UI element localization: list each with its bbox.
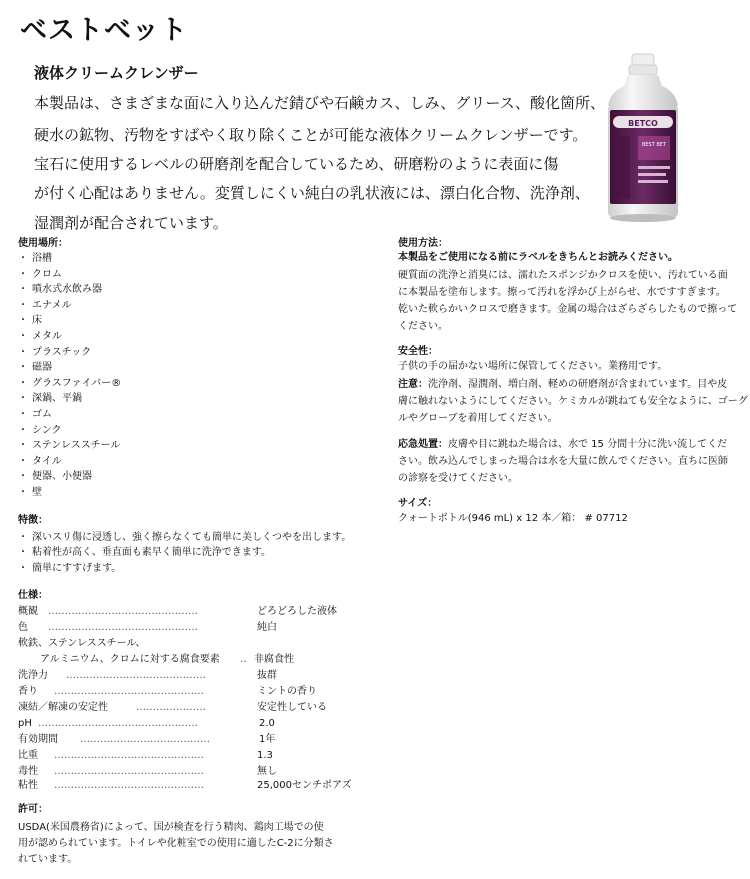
list-item: ・ メタル	[18, 329, 121, 345]
spec-value: 1.3	[257, 750, 273, 761]
approval-text	[18, 820, 334, 868]
first-aid-text	[398, 436, 733, 487]
intro-line-1: 本製品は、さまざまな面に入り込んだ錆びや石鹸カス、しみ、グリース、酸化箇所、	[34, 94, 606, 112]
intro-line-5: 湿潤剤が配合されています。	[34, 214, 228, 232]
usage-line: に本製品を塗布します。擦って汚れを浮かび上がらせ、水ですすぎます。	[398, 287, 726, 298]
caution-text	[398, 376, 748, 427]
list-item: ・ シンク	[18, 423, 121, 439]
usage-line: ください。	[398, 321, 448, 332]
spec-label: 比重	[18, 750, 38, 761]
list-item: ・ 磁器	[18, 360, 121, 376]
leader-dots: …………………	[136, 702, 206, 713]
list-item: ・ プラスチック	[18, 345, 121, 361]
leader-dots: ………………………………………	[48, 606, 198, 617]
leader-dots: ‥	[240, 654, 247, 665]
leader-dots: …………………………………………	[38, 718, 198, 729]
caution-line: ルやグローブを着用してください。	[398, 413, 558, 424]
usage-heading: 使用方法：	[398, 238, 448, 249]
list-item: ・ ステンレススチール	[18, 438, 121, 454]
leader-dots: ………………………………………	[54, 780, 204, 791]
list-item: ・ グラスファイバー®	[18, 376, 121, 392]
product-subtitle: 液体クリームクレンザー	[34, 64, 199, 82]
size-heading: サイズ：	[398, 498, 438, 509]
spec-label: pH	[18, 718, 32, 729]
spec-label: アルミニウム、クロムに対する腐食要素	[40, 654, 220, 665]
caution-line: 注意：洗浄剤、湿潤剤、増白剤、軽めの研磨剤が含まれています。目や皮	[398, 379, 728, 390]
list-item: ・ クロム	[18, 267, 121, 283]
safety-line: 子供の手の届かない場所に保管してください。業務用です。	[398, 361, 668, 372]
spec-label: 有効期間	[18, 734, 58, 745]
leader-dots: ………………………………………	[54, 766, 204, 777]
product-bottle-image	[598, 52, 688, 224]
leader-dots: ………………………………………	[48, 622, 198, 633]
spec-value: 純白	[257, 622, 277, 633]
spec-value: ミントの香り	[257, 686, 317, 697]
svg-text:BETCO: BETCO	[628, 119, 658, 128]
usage-line: 硬質面の洗浄と消臭には、濡れたスポンジかクロスを使い、汚れている面	[398, 270, 728, 281]
approval-line: USDA(米国農務省)によって、国が検査を行う精肉、鶏肉工場での使	[18, 822, 324, 833]
list-item: ・ 床	[18, 313, 121, 329]
leader-dots: ………………………………………	[54, 750, 204, 761]
approval-line: 用が認められています。トイレや化粧室での使用に適したC-2に分類さ	[18, 838, 334, 849]
spec-value: どろどろした液体	[257, 606, 337, 617]
list-item: ・ 噴水式水飲み器	[18, 282, 121, 298]
list-item: ・ エナメル	[18, 298, 121, 314]
svg-text:BEST BET: BEST BET	[641, 142, 667, 148]
leader-dots: ……………………………………	[66, 670, 206, 681]
spec-value: 25,000センチポアズ	[257, 780, 352, 791]
list-item: ・ 深鍋、平鍋	[18, 391, 121, 407]
spec-extra-line: 軟鉄、ステンレススチール、	[18, 638, 146, 649]
usage-line: 乾いた軟らかいクロスで磨きます。金属の場合はざらざらしたもので擦って	[398, 304, 738, 315]
usage-text	[398, 267, 738, 335]
features-list	[18, 530, 351, 576]
intro-line-2: 硬水の鉱物、汚物をすばやく取り除くことが可能な液体クリームクレンザーです。	[34, 126, 588, 144]
first-aid-line: の診察を受けてください。	[398, 473, 518, 484]
list-item: ・ ゴム	[18, 407, 121, 423]
spec-label: 洗浄力	[18, 670, 48, 681]
uses-heading: 使用場所：	[18, 238, 68, 249]
spec-label: 概観	[18, 606, 38, 617]
spec-value: 抜群	[257, 670, 277, 681]
spec-value: 非腐食性	[254, 654, 294, 665]
first-aid-label: 応急処置：	[398, 439, 448, 450]
spec-label: 凍結／解凍の安定性	[18, 702, 108, 713]
features-heading: 特徴：	[18, 515, 48, 526]
spec-label: 毒性	[18, 766, 38, 777]
approval-line: れています。	[18, 854, 78, 865]
first-aid-line: さい。飲み込んでしまった場合は水を大量に飲んでください。直ちに医師	[398, 456, 728, 467]
spec-label: 色	[18, 622, 28, 633]
spec-value: 1年	[259, 734, 276, 745]
list-item: ・ 粘着性が高く、垂直面も素早く簡単に洗浄できます。	[18, 545, 351, 560]
spec-value: 安定性している	[257, 702, 327, 713]
caution-label: 注意：	[398, 379, 428, 390]
spec-value: 無し	[257, 766, 277, 777]
spec-label: 香り	[18, 686, 38, 697]
caution-line: 膚に触れないようにしてください。ケミカルが跳ねても安全なように、ゴーグ	[398, 396, 748, 407]
safety-heading: 安全性：	[398, 346, 438, 357]
list-item: ・ 便器、小便器	[18, 469, 121, 485]
product-title: ベストベット	[20, 15, 188, 46]
uses-list	[18, 251, 121, 501]
spec-label: 粘性	[18, 780, 38, 791]
list-item: ・ 簡単にすすげます。	[18, 561, 351, 576]
list-item: ・ タイル	[18, 454, 121, 470]
intro-line-3: 宝石に使用するレベルの研磨剤を配合しているため、研磨粉のように表面に傷	[34, 155, 559, 173]
approval-heading: 許可：	[18, 804, 48, 815]
specs-heading: 仕様：	[18, 590, 48, 601]
first-aid-line: 応急処置：皮膚や目に跳ねた場合は、水で 15 分間十分に洗い流してくだ	[398, 439, 728, 450]
usage-bold-line: 本製品をご使用になる前にラベルをきちんとお読みください。	[398, 252, 678, 263]
list-item: ・ 壁	[18, 485, 121, 501]
list-item: ・ 浴槽	[18, 251, 121, 267]
spec-value: 2.0	[259, 718, 275, 729]
intro-line-4: が付く心配はありません。変質しにくい純白の乳状液には、漂白化合物、洗浄剤、	[34, 184, 590, 202]
leader-dots: ………………………………………	[54, 686, 204, 697]
size-text: クォートボトル(946 mL) x 12 本／箱： # 07712	[398, 513, 628, 524]
list-item: ・ 深いスリ傷に浸透し、強く擦らなくても簡単に美しくつやを出します。	[18, 530, 351, 545]
leader-dots: …………………………………	[80, 734, 210, 745]
